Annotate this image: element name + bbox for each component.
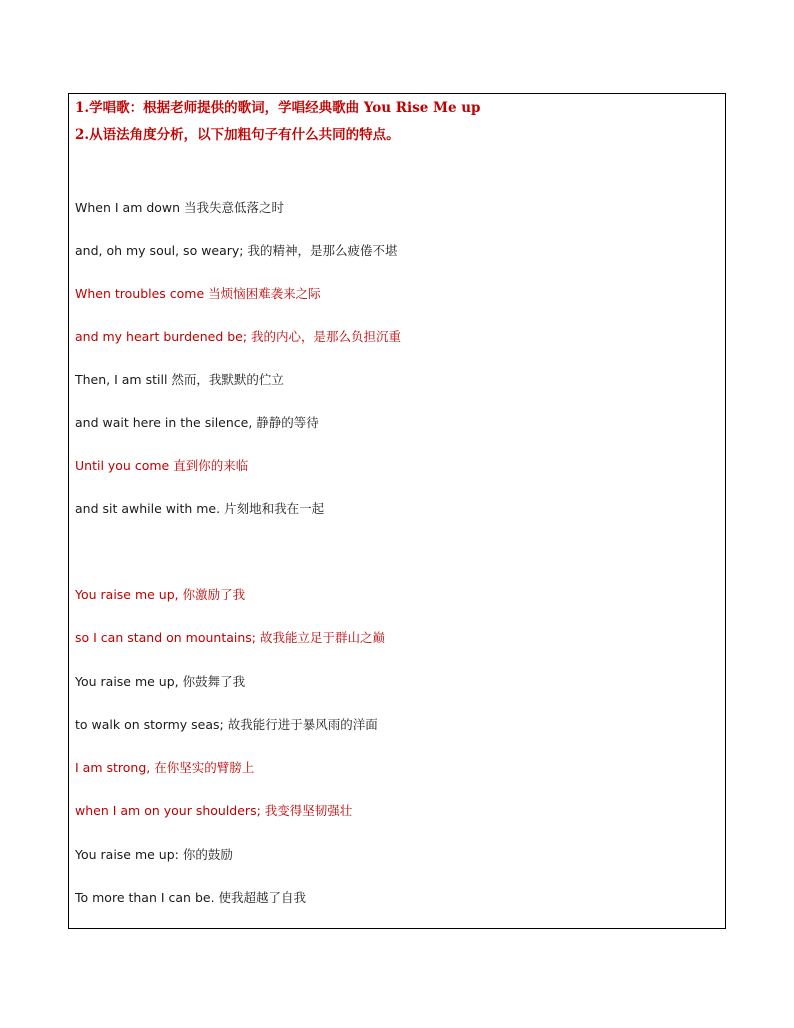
lyric-line: You raise me up: 你的鼓励 — [75, 847, 233, 862]
lyric-line-highlighted: Until you come 直到你的来临 — [75, 458, 249, 473]
lyric-line: To more than I can be. 使我超越了自我 — [75, 890, 307, 905]
lyric-line: and sit awhile with me. 片刻地和我在一起 — [75, 501, 325, 516]
lyric-line-highlighted: and my heart burdened be; 我的内心，是那么负担沉重 — [75, 329, 402, 344]
lyric-line: and, oh my soul, so weary; 我的精神，是那么疲倦不堪 — [75, 243, 398, 258]
lyric-line: When I am down 当我失意低落之时 — [75, 200, 285, 215]
lyric-line-highlighted: when I am on your shoulders; 我变得坚韧强壮 — [75, 803, 353, 818]
lyric-line-highlighted: so I can stand on mountains; 故我能立足于群山之巅 — [75, 630, 385, 645]
lyric-line-highlighted: When troubles come 当烦恼困难袭来之际 — [75, 286, 321, 301]
lyric-line: You raise me up, 你鼓舞了我 — [75, 674, 246, 689]
task-1-heading: 1.学唱歌：根据老师提供的歌词，学唱经典歌曲 You Rise Me up — [75, 100, 481, 116]
lyric-line: Then, I am still 然而，我默默的伫立 — [75, 372, 284, 387]
lyric-line: to walk on stormy seas; 故我能行进于暴风雨的洋面 — [75, 717, 378, 732]
lyric-line-highlighted: You raise me up, 你激励了我 — [75, 587, 246, 602]
lyric-line-highlighted: I am strong, 在你坚实的臂膀上 — [75, 760, 255, 775]
task-2-heading: 2.从语法角度分析，以下加粗句子有什么共同的特点。 — [75, 127, 400, 143]
lyric-line: and wait here in the silence, 静静的等待 — [75, 415, 319, 430]
